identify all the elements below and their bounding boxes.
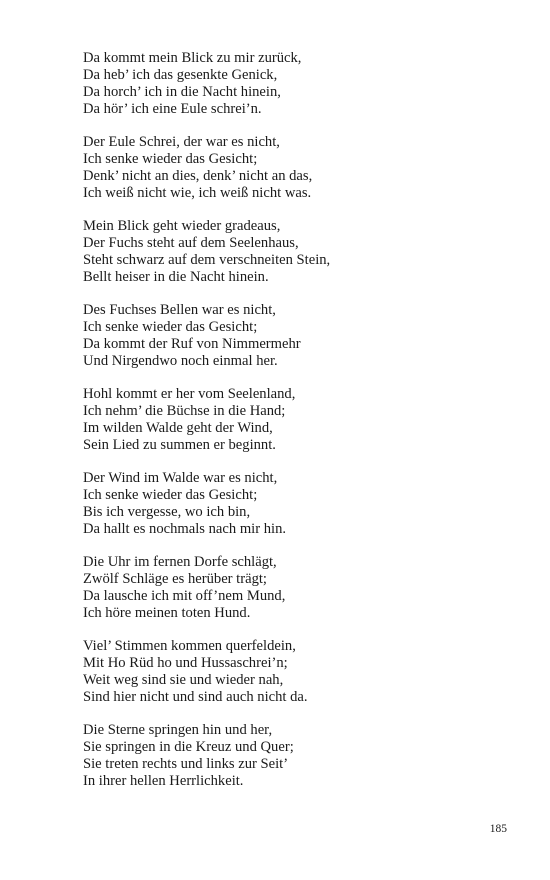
poem-line: Und Nirgendwo noch einmal her. [83, 353, 278, 369]
stanza-7 [83, 554, 513, 622]
poem-line: Zwölf Schläge es herüber trägt; [83, 571, 267, 587]
poem-line: Hohl kommt er her vom Seelenland, [83, 386, 296, 402]
poem-line: Ich senke wieder das Gesicht; [83, 319, 258, 335]
poem-line: Weit weg sind sie und wieder nah, [83, 672, 284, 688]
poem-line: Denk’ nicht an dies, denk’ nicht an das, [83, 168, 313, 184]
poem-line: Sein Lied zu summen er beginnt. [83, 437, 276, 453]
poem-line: Bellt heiser in die Nacht hinein. [83, 269, 269, 285]
poem-line: Da lausche ich mit off’nem Mund, [83, 588, 286, 604]
poem-line: In ihrer hellen Herrlichkeit. [83, 773, 244, 789]
poem-line: Ich höre meinen toten Hund. [83, 605, 251, 621]
poem-line: Der Fuchs steht auf dem Seelenhaus, [83, 235, 299, 251]
poem-line: Da horch’ ich in die Nacht hinein, [83, 84, 281, 100]
poem-line: Mit Ho Rüd ho und Hussaschrei’n; [83, 655, 288, 671]
poem-line: Mein Blick geht wieder gradeaus, [83, 218, 281, 234]
poem-line: Ich weiß nicht wie, ich weiß nicht was. [83, 185, 312, 201]
poem-line: Steht schwarz auf dem verschneiten Stein, [83, 252, 331, 268]
poem-line: Da heb’ ich das gesenkte Genick, [83, 67, 278, 83]
poem-line: Die Uhr im fernen Dorfe schlägt, [83, 554, 277, 570]
poem-line: Bis ich vergesse, wo ich bin, [83, 504, 251, 520]
poem-line: Ich nehm’ die Büchse in die Hand; [83, 403, 286, 419]
poem-line: Der Eule Schrei, der war es nicht, [83, 134, 280, 150]
poem-line: Im wilden Walde geht der Wind, [83, 420, 273, 436]
poem-line: Da kommt mein Blick zu mir zurück, [83, 50, 302, 66]
stanza-8 [83, 638, 513, 706]
poem-line: Sind hier nicht und sind auch nicht da. [83, 689, 308, 705]
stanza-5 [83, 386, 513, 454]
stanza-4 [83, 302, 513, 370]
stanza-3 [83, 218, 513, 286]
stanza-1 [83, 50, 513, 118]
poem-line: Sie treten rechts und links zur Seit’ [83, 756, 289, 772]
poem-line: Da kommt der Ruf von Nimmermehr [83, 336, 301, 352]
poem-line: Die Sterne springen hin und her, [83, 722, 273, 738]
stanza-6 [83, 470, 513, 538]
poem-line: Ich senke wieder das Gesicht; [83, 151, 258, 167]
poem-line: Der Wind im Walde war es nicht, [83, 470, 278, 486]
poem-line: Des Fuchses Bellen war es nicht, [83, 302, 276, 318]
poem-line: Da hallt es nochmals nach mir hin. [83, 521, 287, 537]
stanza-9 [83, 722, 513, 790]
poem-line: Sie springen in die Kreuz und Quer; [83, 739, 294, 755]
poem-line: Ich senke wieder das Gesicht; [83, 487, 258, 503]
page-number: 185 [489, 823, 507, 835]
poem-line: Da hör’ ich eine Eule schrei’n. [83, 101, 262, 117]
stanza-2 [83, 134, 513, 202]
poem [83, 50, 513, 806]
poem-line: Viel’ Stimmen kommen querfeldein, [83, 638, 296, 654]
